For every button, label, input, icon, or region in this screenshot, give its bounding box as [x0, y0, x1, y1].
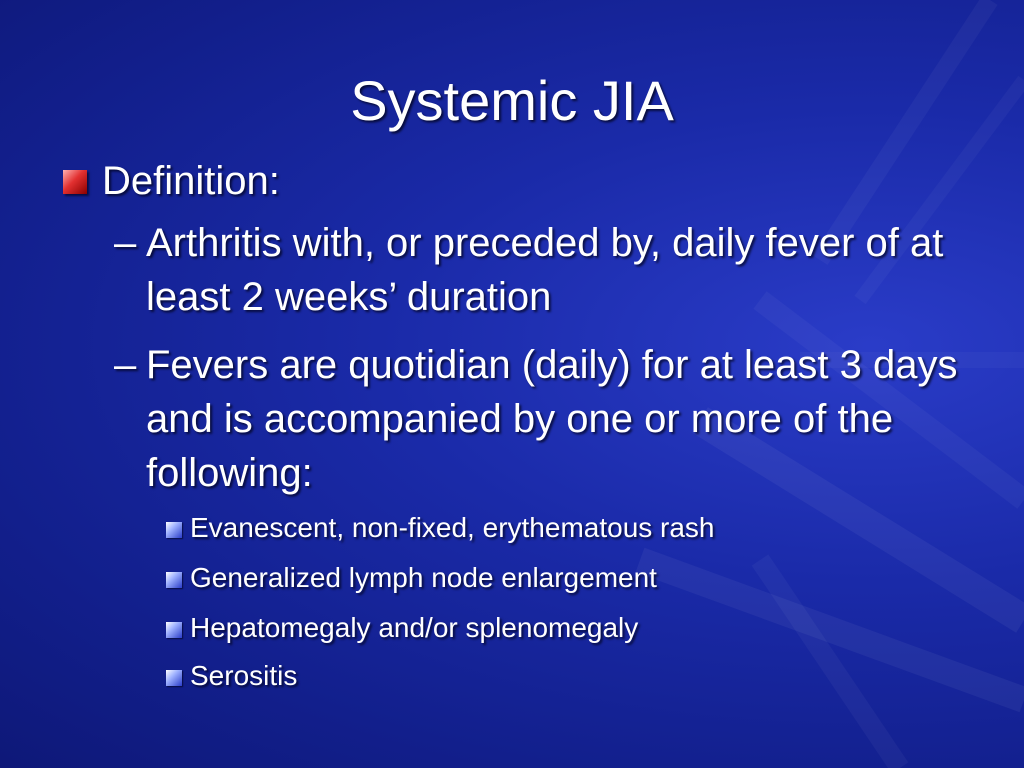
bullet-square-icon	[63, 170, 87, 194]
level3-item: Generalized lymph node enlargement	[190, 562, 657, 593]
level2-item: Fevers are quotidian (daily) for at least 3 days and is accompanied by one or more of the following:	[146, 343, 958, 495]
level2-item: Arthritis with, or preceded by, daily fever of at least 2 weeks’ duration	[146, 221, 944, 319]
level3-item: Evanescent, non-fixed, erythematous rash	[190, 512, 715, 543]
level3-item: Hepatomegaly and/or splenomegaly	[190, 612, 639, 643]
bullet-square-icon	[166, 622, 182, 638]
bullet-square-icon	[166, 522, 182, 538]
dash-bullet-icon: –	[114, 221, 137, 265]
level1-heading: Definition:	[102, 159, 280, 203]
dash-bullet-icon: –	[114, 343, 137, 387]
slide-title: Systemic JIA	[350, 69, 674, 132]
bullet-square-icon	[166, 670, 182, 686]
bullet-square-icon	[166, 572, 182, 588]
level3-item: Serositis	[190, 660, 298, 691]
